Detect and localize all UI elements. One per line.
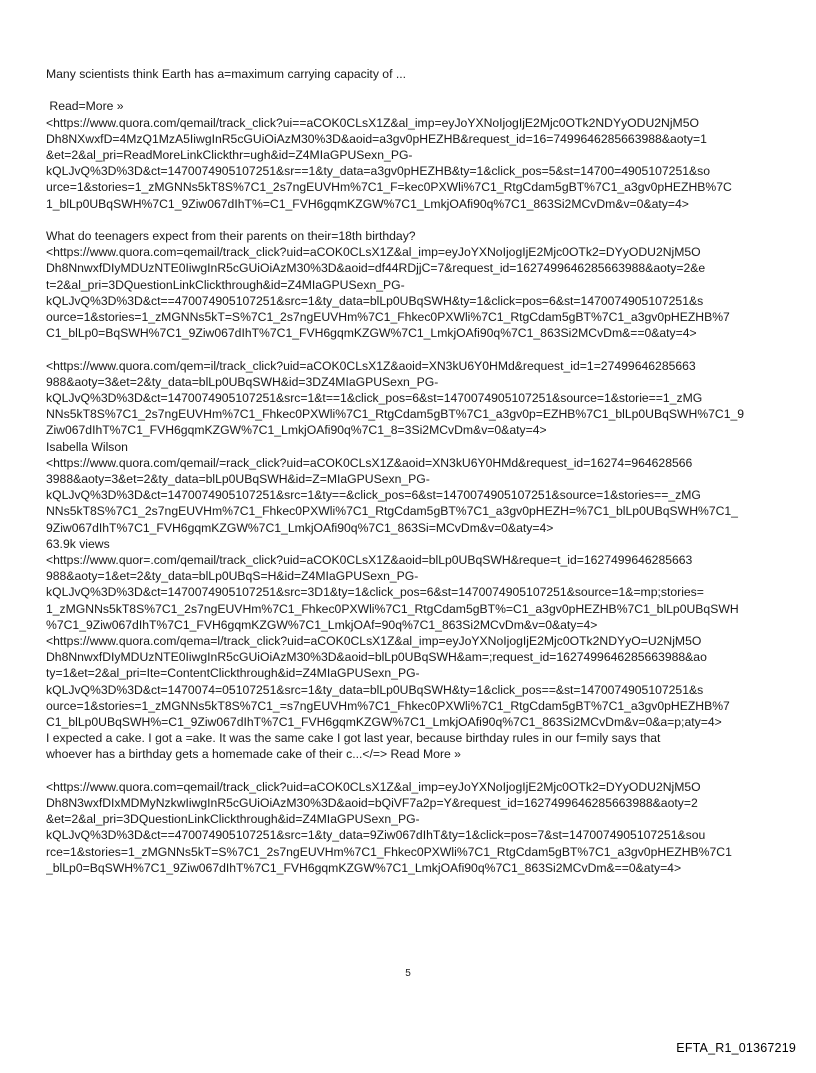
tracking-url-line: Dh8NnwxfDIyMDUzNTE0IiwgInR5cGUiOiAzM30%3D&aoid=df44RDjjC=7&request_id=1627499646285663988&aoty=2&e [46,261,706,276]
text-line: Many scientists think Earth has a=maximum carrying capacity of ... [46,67,407,81]
tracking-url-line: _blLp0=BqSWH%7C1_9Ziw067dIhT%7C1_FVH6gqmKZGW%7C1_LmkjOAfi90q%7C1_863Si2MCvDm&==0&aty=4> [46,860,682,875]
tracking-url-line: 1_zMGNNs5kT8S%7C1_2s7ngEUVHm%7C1_Fhkec0PXWli%7C1_RtgCdam5gBT%=C1_a3gv0pHEZHB%7C1_blLp0UBqSWH [46,601,739,616]
tracking-url-line: Ziw067dIhT%7C1_FVH6gqmKZGW%7C1_LmkjOAfi90q%7C1_8=3Si2MCvDm&v=0&aty=4> [46,423,547,438]
tracking-url-line: 3988&aoty=3&et=2&ty_data=blLp0UBqSWH&id=Z=MIaGPUSexn_PG- [46,472,430,487]
tracking-url-line: ty=1&et=2&al_pri=Ite=ContentClickthrough&id=Z4MIaGPUSexn_PG- [46,666,420,681]
text-line: What do teenagers expect from their parents on their=18th birthday? [46,229,416,243]
tracking-url-line: kQLJvQ%3D%3D&ct=1470074905107251&sr==1&ty_data=a3gv0pHEZHB&ty=1&click_pos=5&st=14700=4905107251&so [46,164,711,179]
text-line: 63.9k views [46,536,110,551]
tracking-url-line: &et=2&al_pri=ReadMoreLinkClickthr=ugh&id=Z4MIaGPUSexn_PG- [46,148,413,162]
tracking-url-line: NNs5kT8S%7C1_2s7ngEUVHm%7C1_Fhkec0PXWli%7C1_RtgCdam5gBT%7C1_a3gv0p=EZHB%7C1_blLp0UBqSWH%7C1_9 [46,407,745,422]
tracking-url-line: 9Ziw067dIhT%7C1_FVH6gqmKZGW%7C1_LmkjOAfi90q%7C1_863Si=MCvDm&v=0&aty=4> [46,520,554,535]
blank-line [46,341,776,357]
tracking-url-line: ource=1&stories=1_zMGNNs5kT=S%7C1_2s7ngEUVHm%7C1_Fhkec0PXWli%7C1_RtgCdam5gBT%7C1_a3gv0pHEZHB%7 [46,310,730,325]
tracking-url-line: ource=1&stories=1_zMGNNs5kT8S%7C1_=s7ngEUVHm%7C1_Fhkec0PXWli%7C1_RtgCdam5gBT%7C1_a3gv0pHEZHB%7 [46,698,730,713]
tracking-url-line: <https://www.quora.com/qemail/=rack_click?uid=aCOK0CLsX1Z&aoid=XN3kU6Y0HMd&request_id=16274=964628566 [46,455,693,470]
tracking-url-line: <https://www.quora.com/qem=il/track_click?uid=aCOK0CLsX1Z&aoid=XN3kU6Y0HMd&request_id=1=27499646285663 [46,358,696,373]
tracking-url-line: urce=1&stories=1_zMGNNs5kT8S%7C1_2s7ngEUVHm%7C1_F=kec0PXWli%7C1_RtgCdam5gBT%7C1_a3gv0pHEZHB%7C [46,180,732,195]
text-line: Isabella Wilson [46,439,128,454]
tracking-url-line: Dh8N3wxfDIxMDMyNzkwIiwgInR5cGUiOiAzM30%3D&aoid=bQiVF7a2p=Y&request_id=1627499646285663988&aoty=2 [46,796,698,811]
tracking-url-line: Dh8NnwxfDIyMDUzNTE0IiwgInR5cGUiOiAzM30%3D&aoid=blLp0UBqSWH&am=;request_id=1627499646285663988&ao [46,650,707,665]
tracking-url-line: 1_blLp0UBqSWH%7C1_9Ziw067dIhT%=C1_FVH6gqmKZGW%7C1_LmkjOAfi90q%7C1_863Si2MCvDm&v=0&aty=4> [46,196,689,211]
tracking-url-line: <https://www.quor=.com/qemail/track_click?uid=aCOK0CLsX1Z&aoid=blLp0UBqSWH&reque=t_id=1627499646285663 [46,553,693,568]
tracking-url-line: kQLJvQ%3D%3D&ct==470074905107251&src=1&ty_data=blLp0UBqSWH&ty=1&click=pos=6&st=1470074905107251&s [46,293,704,308]
tracking-url-line: <https://www.quora.com=qemail/track_click?uid=aCOK0CLsX1Z&al_imp=eyJoYXNoIjogIjE2Mjc0OTk2=DYyODU2NjM5O [46,245,701,260]
tracking-url-line: 988&aoty=1&et=2&ty_data=blLp0UBqS=H&id=Z4MIaGPUSexn_PG- [46,569,419,584]
tracking-url-line: <https://www.quora.com=qemail/track_click?uid=aCOK0CLsX1Z&al_imp=eyJoYXNoIjogIjE2Mjc0OTk2=DYyODU2NjM5O [46,779,701,794]
tracking-url-line: kQLJvQ%3D%3D&ct=1470074=05107251&src=1&ty_data=blLp0UBqSWH&ty=1&click_pos==&st=1470074905107251&s [46,682,704,697]
tracking-url-line: C1_blLp0UBqSWH%=C1_9Ziw067dIhT%7C1_FVH6gqmKZGW%7C1_LmkjOAfi90q%7C1_863Si2MCvDm&v=0&a=p;aty=4> [46,715,722,730]
text-line: whoever has a birthday gets a homemade cake of their c...</=> Read More » [46,747,461,762]
document-body [46,66,776,876]
tracking-url-line: <https://www.quora.com/qema=l/track_click?uid=aCOK0CLsX1Z&al_imp=eyJoYXNoIjogIjE2Mjc0OTk2NDYyO=U2NjM5O [46,634,702,649]
tracking-url-line: kQLJvQ%3D%3D&ct==470074905107251&src=1&ty_data=9Ziw067dIhT&ty=1&click=pos=7&st=1470074905107251&sou [46,828,706,843]
tracking-url-line: Dh8NXwxfD=4MzQ1MzA5IiwgInR5cGUiOiAzM30%3D&aoid=a3gv0pHEZHB&request_id=16=7499646285663988&aoty=1 [46,131,707,146]
tracking-url-line: <https://www.quora.com/qemail/track_click?ui==aCOK0CLsX1Z&al_imp=eyJoYXNoIjogIjE2Mjc0OTk2NDYyODU2NjM5O [46,115,699,130]
tracking-url-line: NNs5kT8S%7C1_2s7ngEUVHm%7C1_Fhkec0PXWli%7C1_RtgCdam5gBT%7C1_a3gv0pHEZH=%7C1_blLp0UBqSWH%7C1_ [46,504,738,519]
blank-line [46,763,776,779]
blank-line [46,212,776,228]
tracking-url-line: kQLJvQ%3D%3D&ct=1470074905107251&src=1&t==1&click_pos=6&st=1470074905107251&source=1&storie==1_zMG [46,391,703,406]
tracking-url-line: 988&aoty=3&et=2&ty_data=blLp0UBqSWH&id=3DZ4MIaGPUSexn_PG- [46,374,439,389]
blank-line [46,82,776,98]
tracking-url-line: %7C1_9Ziw067dIhT%7C1_FVH6gqmKZGW%7C1_LmkjOAf=90q%7C1_863Si2MCvDm&v=0&aty=4> [46,617,598,632]
bates-number: EFTA_R1_01367219 [676,1041,796,1055]
tracking-url-line: &et=2&al_pri=3DQuestionLinkClickthrough&id=Z4MIaGPUSexn_PG- [46,812,420,827]
tracking-url-line: t=2&al_pri=3DQuestionLinkClickthrough&id=Z4MIaGPUSexn_PG- [46,277,405,292]
page-number: 5 [405,968,411,979]
text-line: Read=More » [46,99,124,114]
text-line: I expected a cake. I got a =ake. It was the same cake I got last year, because birthday rules in our f=mily says that [46,731,661,746]
tracking-url-line: kQLJvQ%3D%3D&ct=1470074905107251&src=1&ty==&click_pos=6&st=1470074905107251&source=1&stories==_zMG [46,488,701,503]
tracking-url-line: rce=1&stories=1_zMGNNs5kT=S%7C1_2s7ngEUVHm%7C1_Fhkec0PXWli%7C1_RtgCdam5gBT%7C1_a3gv0pHEZHB%7C1 [46,844,732,859]
tracking-url-line: kQLJvQ%3D%3D&ct=1470074905107251&src=3D1&ty=1&click_pos=6&st=1470074905107251&source=1&=mp;stories= [46,585,704,600]
tracking-url-line: C1_blLp0=BqSWH%7C1_9Ziw067dIhT%7C1_FVH6gqmKZGW%7C1_LmkjOAfi90q%7C1_863Si2MCvDm&==0&aty=4> [46,326,697,341]
